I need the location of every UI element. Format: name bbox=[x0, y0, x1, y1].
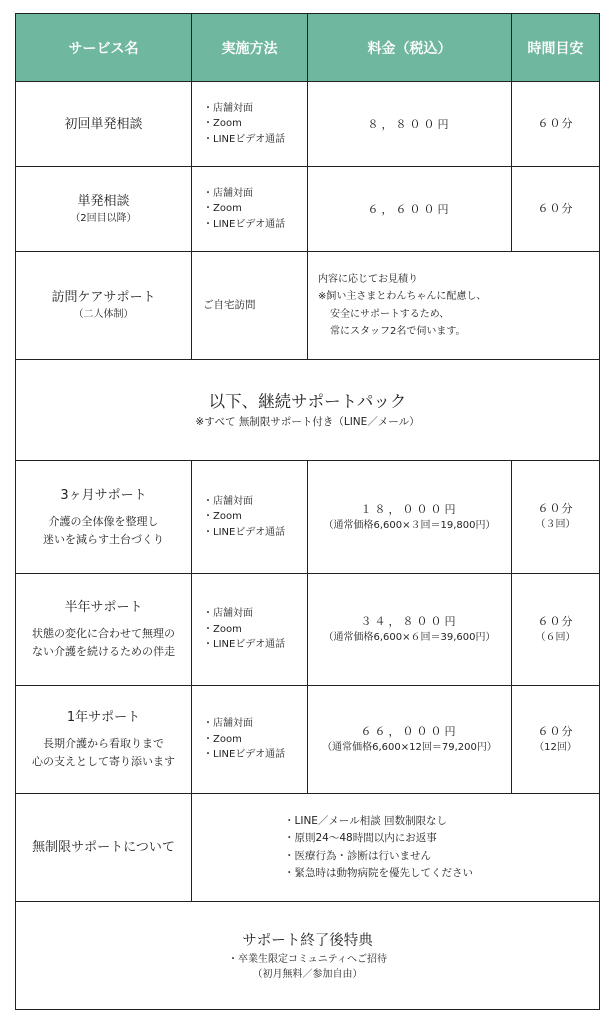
visit-price-line: 安全にサポートするため、 bbox=[330, 308, 450, 320]
session-count: （６回） bbox=[535, 631, 576, 643]
description-line: ない介護を続けるための伴走 bbox=[32, 645, 175, 658]
service-description bbox=[16, 625, 191, 661]
banner-subtitle: ※すべて 無制限サポート付き（LINE／メール） bbox=[195, 416, 420, 428]
row-single-consult bbox=[16, 167, 600, 252]
duration-cell bbox=[512, 686, 600, 794]
service-name-label: 初回単発相談 bbox=[64, 116, 143, 132]
method-item: ・ Zoom bbox=[203, 622, 307, 638]
price-regular-note: （通常価格6,600×６回＝39,600円） bbox=[323, 632, 496, 643]
price-cell bbox=[308, 574, 512, 686]
price-cell bbox=[308, 686, 512, 794]
unlimited-title: 無制限サポートについて bbox=[32, 840, 175, 855]
service-name-sub: （2回目以降） bbox=[70, 212, 137, 224]
description-line: 状態の変化に合わせて無理の bbox=[32, 627, 175, 640]
price-regular-note: （通常価格6,600×３回＝19,800円） bbox=[323, 519, 496, 531]
service-name-label: 訪問ケアサポート bbox=[51, 290, 156, 305]
method-item: ・ LINEビデオ通話 bbox=[203, 132, 307, 148]
method-item: ・ 店舗対面 bbox=[203, 606, 307, 622]
visit-price-line: ※飼い主さまとわんちゃんに配慮し、 bbox=[318, 291, 487, 302]
service-name bbox=[16, 167, 192, 252]
description-line: 迷いを減らす土台づくり bbox=[43, 532, 164, 546]
duration-value: ６０分 bbox=[537, 202, 574, 215]
header-service-name: サービス名 bbox=[16, 14, 192, 82]
service-name bbox=[16, 461, 192, 574]
duration-cell bbox=[512, 461, 600, 574]
row-after-support bbox=[16, 902, 600, 1010]
banner-title: 以下、継続サポートパック bbox=[208, 392, 407, 411]
unlimited-item: ・ LINE／メール相談 回数制限なし bbox=[284, 813, 599, 831]
service-name-label: 半年サポート bbox=[64, 600, 143, 615]
method-item: ・ 店舗対面 bbox=[203, 716, 307, 732]
service-name-sub: （二人体制） bbox=[73, 309, 134, 320]
service-name bbox=[16, 82, 192, 167]
method-item: ・ LINEビデオ通話 bbox=[203, 747, 307, 763]
benefit-line: （初月無料／参加自由） bbox=[252, 968, 363, 980]
unlimited-title-cell bbox=[16, 794, 192, 902]
row-pack-3m bbox=[16, 461, 600, 574]
method-item: ・ 店舗対面 bbox=[203, 101, 307, 117]
duration-value: ６０分 bbox=[537, 724, 574, 738]
method-text bbox=[192, 252, 308, 360]
method-list bbox=[192, 82, 308, 167]
method-item: ・ LINEビデオ通話 bbox=[203, 217, 307, 233]
unlimited-item: ・ 緊急時は動物病院を優先してください bbox=[284, 865, 599, 883]
banner-row bbox=[16, 360, 600, 461]
row-home-visit bbox=[16, 252, 600, 360]
duration-cell bbox=[512, 574, 600, 686]
method-text-label: ご自宅訪問 bbox=[203, 298, 256, 311]
service-description bbox=[16, 513, 191, 549]
session-count: （12回） bbox=[534, 741, 577, 753]
duration-cell bbox=[512, 167, 600, 252]
duration-cell bbox=[512, 82, 600, 167]
service-name bbox=[16, 686, 192, 794]
method-list bbox=[192, 167, 308, 252]
duration-value: ６０分 bbox=[537, 502, 574, 515]
pack-banner bbox=[16, 360, 600, 461]
description-line: 心の支えとして寄り添います bbox=[32, 755, 175, 768]
session-count: （３回） bbox=[535, 519, 576, 530]
method-item: ・ LINEビデオ通話 bbox=[203, 637, 307, 653]
row-pack-6m bbox=[16, 574, 600, 686]
description-line: 長期介護から看取りまで bbox=[43, 737, 164, 750]
unlimited-list bbox=[192, 794, 600, 902]
header-price: 料金（税込） bbox=[308, 14, 512, 82]
service-name bbox=[16, 574, 192, 686]
row-unlimited-support bbox=[16, 794, 600, 902]
duration-value: ６０分 bbox=[537, 614, 574, 628]
price-value: １８，０００円 bbox=[360, 502, 459, 516]
method-item: ・ Zoom bbox=[203, 201, 307, 217]
after-support-benefit bbox=[16, 902, 600, 1010]
method-list bbox=[192, 574, 308, 686]
price-value: ８，８００円 bbox=[367, 117, 452, 131]
method-item: ・ 店舗対面 bbox=[203, 494, 307, 510]
service-name-label: 1年サポート bbox=[66, 710, 141, 725]
benefit-title: サポート終了後特典 bbox=[242, 932, 373, 949]
method-item: ・ LINEビデオ通話 bbox=[203, 525, 307, 541]
header-method: 実施方法 bbox=[192, 14, 308, 82]
price-value: ３４，８００円 bbox=[360, 615, 459, 628]
unlimited-item: ・ 原則24〜48時間以内にお返事 bbox=[284, 830, 599, 848]
benefit-line: ・卒業生限定コミュニティへご招待 bbox=[228, 953, 387, 965]
price-value: ６６，０００円 bbox=[360, 725, 459, 738]
price-value: ６，６００円 bbox=[367, 202, 452, 216]
price-cell bbox=[308, 461, 512, 574]
duration-value: ６０分 bbox=[537, 117, 574, 130]
visit-price-line: 常にスタッフ2名で伺います。 bbox=[330, 326, 466, 337]
service-name bbox=[16, 252, 192, 360]
method-item: ・ Zoom bbox=[203, 732, 307, 748]
header-row bbox=[16, 14, 600, 82]
service-name-label: 3ヶ月サポート bbox=[60, 487, 147, 503]
price-cell bbox=[308, 82, 512, 167]
method-list bbox=[192, 461, 308, 574]
visit-price-line: 内容に応じてお見積り bbox=[318, 273, 418, 285]
row-pack-1y bbox=[16, 686, 600, 794]
header-duration: 時間目安 bbox=[512, 14, 600, 82]
row-first-consult bbox=[16, 82, 600, 167]
method-list bbox=[192, 686, 308, 794]
method-item: ・ Zoom bbox=[203, 509, 307, 525]
service-description bbox=[16, 735, 191, 771]
method-item: ・ Zoom bbox=[203, 116, 307, 132]
unlimited-item: ・ 医療行為・診断は行いません bbox=[284, 848, 599, 866]
method-item: ・ 店舗対面 bbox=[203, 186, 307, 202]
visit-price-note bbox=[308, 252, 600, 360]
pricing-table bbox=[15, 13, 600, 1010]
price-regular-note: （通常価格6,600×12回＝79,200円） bbox=[322, 742, 497, 753]
price-cell bbox=[308, 167, 512, 252]
description-line: 介護の全体像を整理し bbox=[48, 514, 159, 528]
service-name-label: 単発相談 bbox=[77, 193, 130, 209]
